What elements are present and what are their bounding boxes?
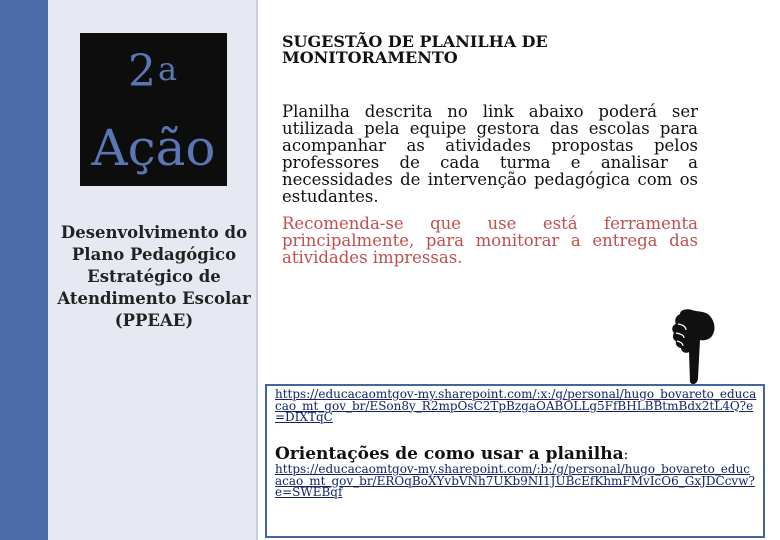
document-body [282, 103, 698, 205]
document-recommendation: Recomenda-se que use está ferramenta principalmente, para monitorar a entrega das atividades impressas. [282, 214, 698, 267]
links-box [265, 384, 765, 538]
document-heading: SUGESTÃO DE PLANILHA DE MONITORAMENTO [282, 32, 548, 67]
guide-link[interactable]: https://educacaomtgov-my.sharepoint.com/:b:/g/personal/hugo_bovareto_educacao_mt_gov_br/EROqBoXYvbVNh7UKb9NI1JUBcEfKhmFMvIcO6_GxJDCcvw?e=SWEBqf [275, 462, 755, 499]
left-accent-strip [0, 0, 48, 540]
spreadsheet-link[interactable]: https://educacaomtgov-my.sharepoint.com/:x:/g/personal/hugo_bovareto_educacao_mt_gov_br/ESon8y_R2mpOsC2TpBzgaOABOLLg5FfBHLBBtmBdx2tL4Q?e=DIXTqC [275, 387, 757, 424]
guide-title-label: Orientações de como usar a planilha [275, 444, 624, 464]
plan-title: Desenvolvimento do Plano Pedagógico Estratégico de Atendimento Escolar (PPEAE) [57, 223, 251, 330]
panel-divider [256, 0, 258, 540]
action-word: Ação [91, 119, 216, 177]
action-number: 2$^a$ [127, 46, 180, 97]
pointing-down-hand-icon [670, 308, 718, 388]
action-badge [80, 33, 227, 186]
document-body-text: Planilha descrita no link abaixo poderá ser utilizada pela equipe gestora das escolas para acompanhar as atividades propostas pelos professores de cada turma e analisar a necessidades de intervenção pedagógica com os estudantes. [282, 102, 698, 206]
guide-title-colon: : [623, 447, 629, 463]
action-superscript: a [157, 50, 180, 88]
